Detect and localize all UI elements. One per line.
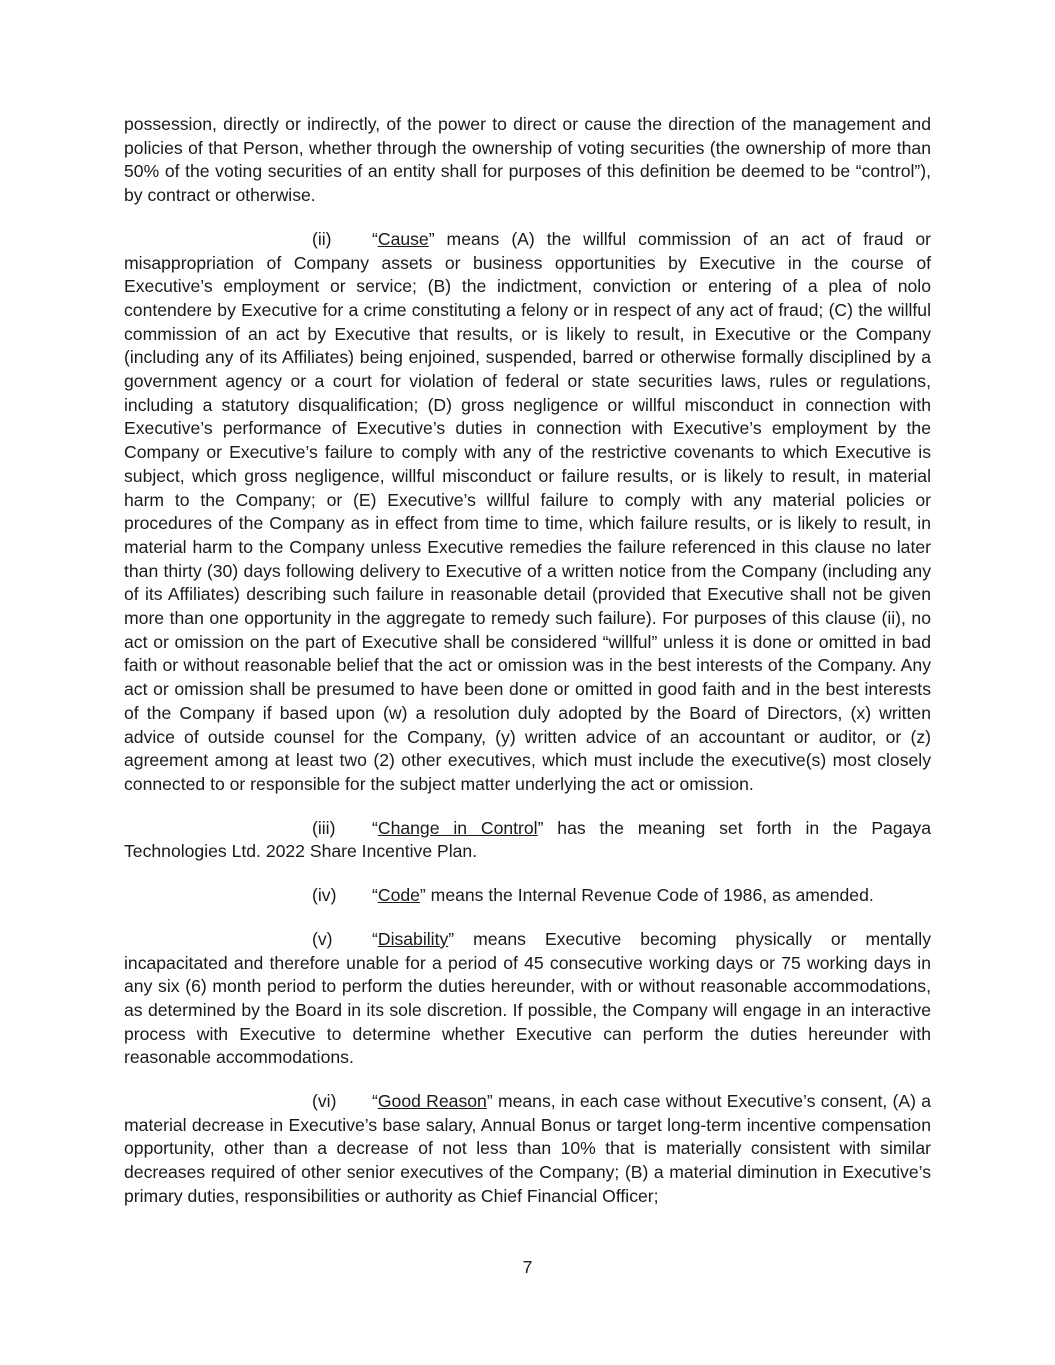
clause-number: (vi): [312, 1091, 337, 1112]
defined-term-disability: Disability: [377, 928, 449, 949]
open-quote: “: [372, 228, 378, 249]
clause-body: ” has the meaning set forth in the Pagaya Technologies Ltd. 2022 Share Incentive Plan.: [124, 817, 931, 862]
defined-term-change-in-control: Change in Control: [377, 817, 538, 838]
clause-body: ” means, in each case without Executive’s consent, (A) a material decrease in Executive’s base salary, Annual Bonus or target long-term incentive compensation opportunity, other than a decrease of not less than 10% that is materially consistent with similar decreases required of other senior executives of the Company; (B) a material diminution in Executive’s primary duties, responsibilities or authority as Chief Financial Officer;: [124, 1091, 931, 1206]
defined-term-cause: Cause: [377, 228, 429, 249]
open-quote: “: [372, 1091, 378, 1112]
defined-term-code: Code: [377, 885, 420, 906]
clause-number: (iv): [312, 885, 337, 906]
clause-change-in-control: [124, 817, 931, 864]
clause-good-reason: [124, 1090, 931, 1209]
document-page: [124, 113, 931, 1229]
defined-term-good-reason: Good Reason: [377, 1091, 487, 1112]
open-quote: “: [372, 885, 378, 906]
clause-body: ” means the Internal Revenue Code of 1986, as amended.: [419, 885, 874, 906]
clause-body: ” means (A) the willful commission of an act of fraud or misappropriation of Company assets or business opportunities by Executive in the course of Executive’s employment or service; (B) the indictment, conviction or entering of a plea of nolo contendere by Executive for a crime constituting a felony or in respect of any act of fraud; (C) the willful commission of an act by Executive that results, or is likely to result, in Executive or the Company (including any of its Affiliates) being enjoined, suspended, barred or otherwise formally disciplined by a government agency or a court for violation of federal or state securities laws, rules or regulations, including a statutory disqualification; (D) gross negligence or willful misconduct in connection with Executive’s performance of Executive’s duties in connection with Executive’s employment by the Company or Executive’s failure to comply with any of the restrictive covenants to which Executive is subject, which gross negligence, willful misconduct or failure results, or is likely to result, in material harm to the Company; or (E) Executive’s willful failure to comply with any material policies or procedures of the Company as in effect from time to time, which failure results, or is likely to result, in material harm to the Company unless Executive remedies the failure referenced in this clause no later than thirty (30) days following delivery to Executive of a written notice from the Company (including any of its Affiliates) describing such failure in reasonable detail (provided that Executive shall not be given more than one opportunity in the aggregate to remedy such failure). For purposes of this clause (ii), no act or omission on the part of Executive shall be considered “willful” unless it is done or omitted in bad faith or without reasonable belief that the act or omission was in the best interests of the Company. Any act or omission shall be presumed to have been done or omitted in good faith and in the best interests of the Company if based upon (w) a resolution duly adopted by the Board of Directors, (x) written advice of outside counsel for the Company, (y) written advice of an accountant or auditor, or (z) agreement among at least two (2) other executives, which must include the executive(s) most closely connected to or responsible for the subject matter underlying the act or omission.: [124, 228, 931, 794]
open-quote: “: [372, 928, 378, 949]
open-quote: “: [372, 817, 378, 838]
clause-body: ” means Executive becoming physically or mentally incapacitated and therefore unable for a period of 45 consecutive working days or 75 working days in any six (6) month period to perform the duties hereunder, with or without reasonable accommodations, as determined by the Board in its sole discretion. If possible, the Company will engage in an interactive process with Executive to determine whether Executive can perform the duties hereunder with reasonable accommodations.: [124, 928, 931, 1068]
clause-disability: [124, 928, 931, 1070]
clause-code: [124, 884, 931, 908]
clause-cause: [124, 228, 931, 797]
intro-paragraph: possession, directly or indirectly, of the power to direct or cause the direction of the management and policies of that Person, whether through the ownership of voting securities (the ownership of more than 50% of the voting securities of an entity shall for purposes of this definition be deemed to be “control”), by contract or otherwise.: [124, 114, 931, 206]
clause-number: (ii): [312, 228, 332, 249]
page-number: 7: [522, 1257, 533, 1277]
clause-number: (iii): [312, 817, 336, 838]
clause-number: (v): [312, 928, 333, 949]
